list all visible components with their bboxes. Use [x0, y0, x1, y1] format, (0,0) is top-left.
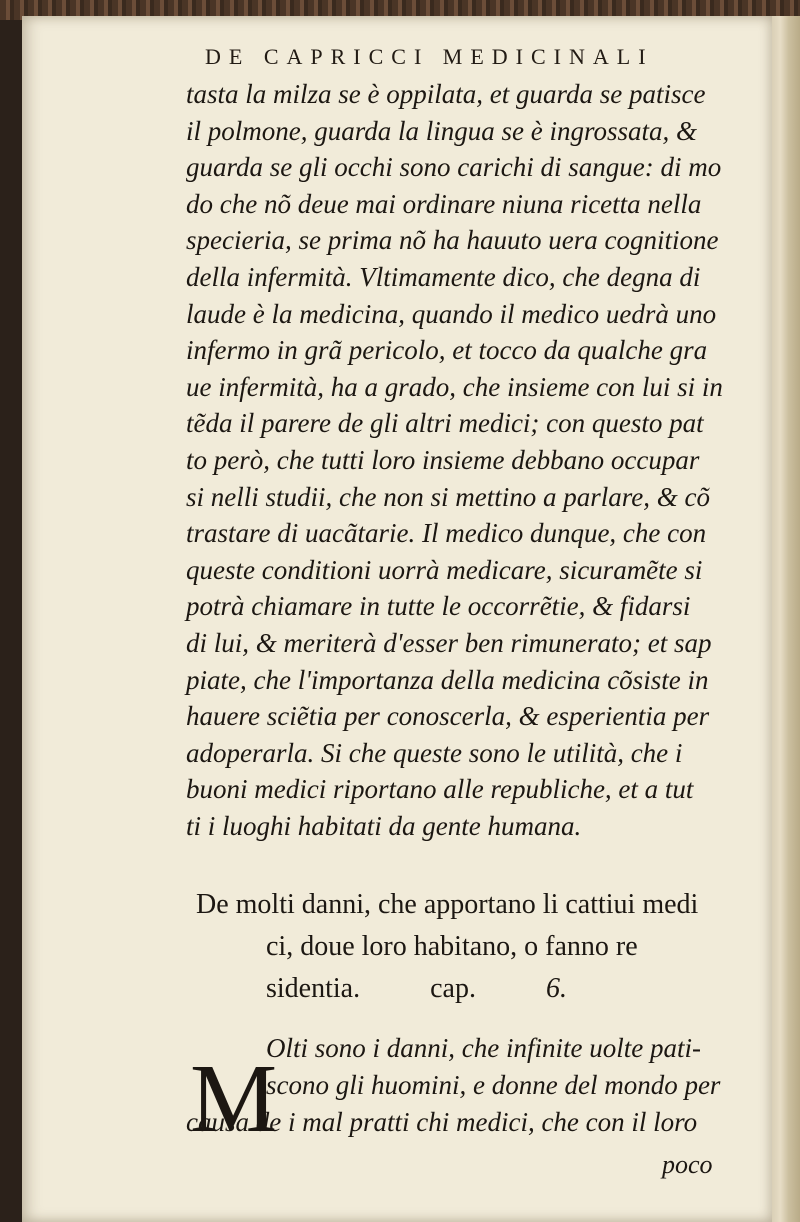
- body-text: [186, 76, 776, 844]
- text-line: tẽda il parere de gli altri medici; con questo pat: [186, 408, 704, 439]
- chapter-label: cap.: [430, 973, 476, 1004]
- drop-cap: M: [190, 1045, 278, 1153]
- text-line: do che nõ deue mai ordinare niuna ricetta nella: [186, 188, 702, 219]
- text-line: trastare di uacãtarie. Il medico dunque, che con: [186, 518, 707, 549]
- text-line: hauere sciẽtia per conoscerla, & esperientia per: [186, 701, 710, 732]
- running-head: DE CAPRICCI MEDICINALI: [205, 44, 654, 69]
- page-stack-edge: [772, 16, 800, 1222]
- text-line: ue infermità, ha a grado, che insieme con lui si in: [186, 371, 723, 402]
- heading-text: sidentia.: [266, 973, 361, 1004]
- text-line: queste conditioni uorrà medicare, sicuramẽte si: [186, 554, 703, 585]
- text-line: ti i luoghi habitati da gente humana.: [186, 810, 582, 841]
- text-line: della infermità. Vltimamente dico, che degna di: [186, 261, 701, 292]
- text-line: laude è la medicina, quando il medico uedrà uno: [186, 298, 717, 329]
- chapter-number: 6.: [545, 973, 567, 1004]
- heading-line: [196, 968, 756, 1010]
- text-line: specieria, se prima nõ ha hauuto uera cognitione: [186, 225, 719, 256]
- catchword: poco: [662, 1150, 713, 1179]
- section-text: [186, 1030, 776, 1141]
- text-line: infermo in grã pericolo, et tocco da qualche gra: [186, 335, 708, 366]
- text-line: buoni medici riportano alle republiche, et a tut: [186, 774, 694, 805]
- chapter-heading: [196, 884, 756, 1010]
- text-line: piate, che l'importanza della medicina cõsiste in: [186, 664, 709, 695]
- text-line: Olti sono i danni, che infinite uolte pati-: [266, 1033, 701, 1063]
- heading-line: De molti danni, che apportano li cattiui medi: [196, 889, 699, 920]
- text-line: scono gli huomini, e donne del mondo per: [266, 1070, 721, 1100]
- text-line: causa de i mal pratti chi medici, che con il loro: [186, 1107, 698, 1137]
- text-line: il polmone, guarda la lingua se è ingrossata, &: [186, 115, 697, 146]
- text-line: di lui, & meriterà d'esser ben rimunerato; et sap: [186, 627, 712, 658]
- text-line: tasta la milza se è oppilata, et guarda se patisce: [186, 79, 706, 109]
- text-line: si nelli studii, che non si mettino a parlare, & cõ: [186, 481, 710, 512]
- heading-line: ci, doue loro habitano, o fanno re: [266, 931, 638, 962]
- text-line: guarda se gli occhi sono carichi di sangue: di mo: [186, 152, 722, 183]
- text-line: adoperarla. Si che queste sono le utilità, che i: [186, 737, 683, 768]
- text-line: to però, che tutti loro insieme debbano occupar: [186, 444, 700, 475]
- text-line: potrà chiamare in tutte le occorrẽtie, & fidarsi: [186, 591, 691, 622]
